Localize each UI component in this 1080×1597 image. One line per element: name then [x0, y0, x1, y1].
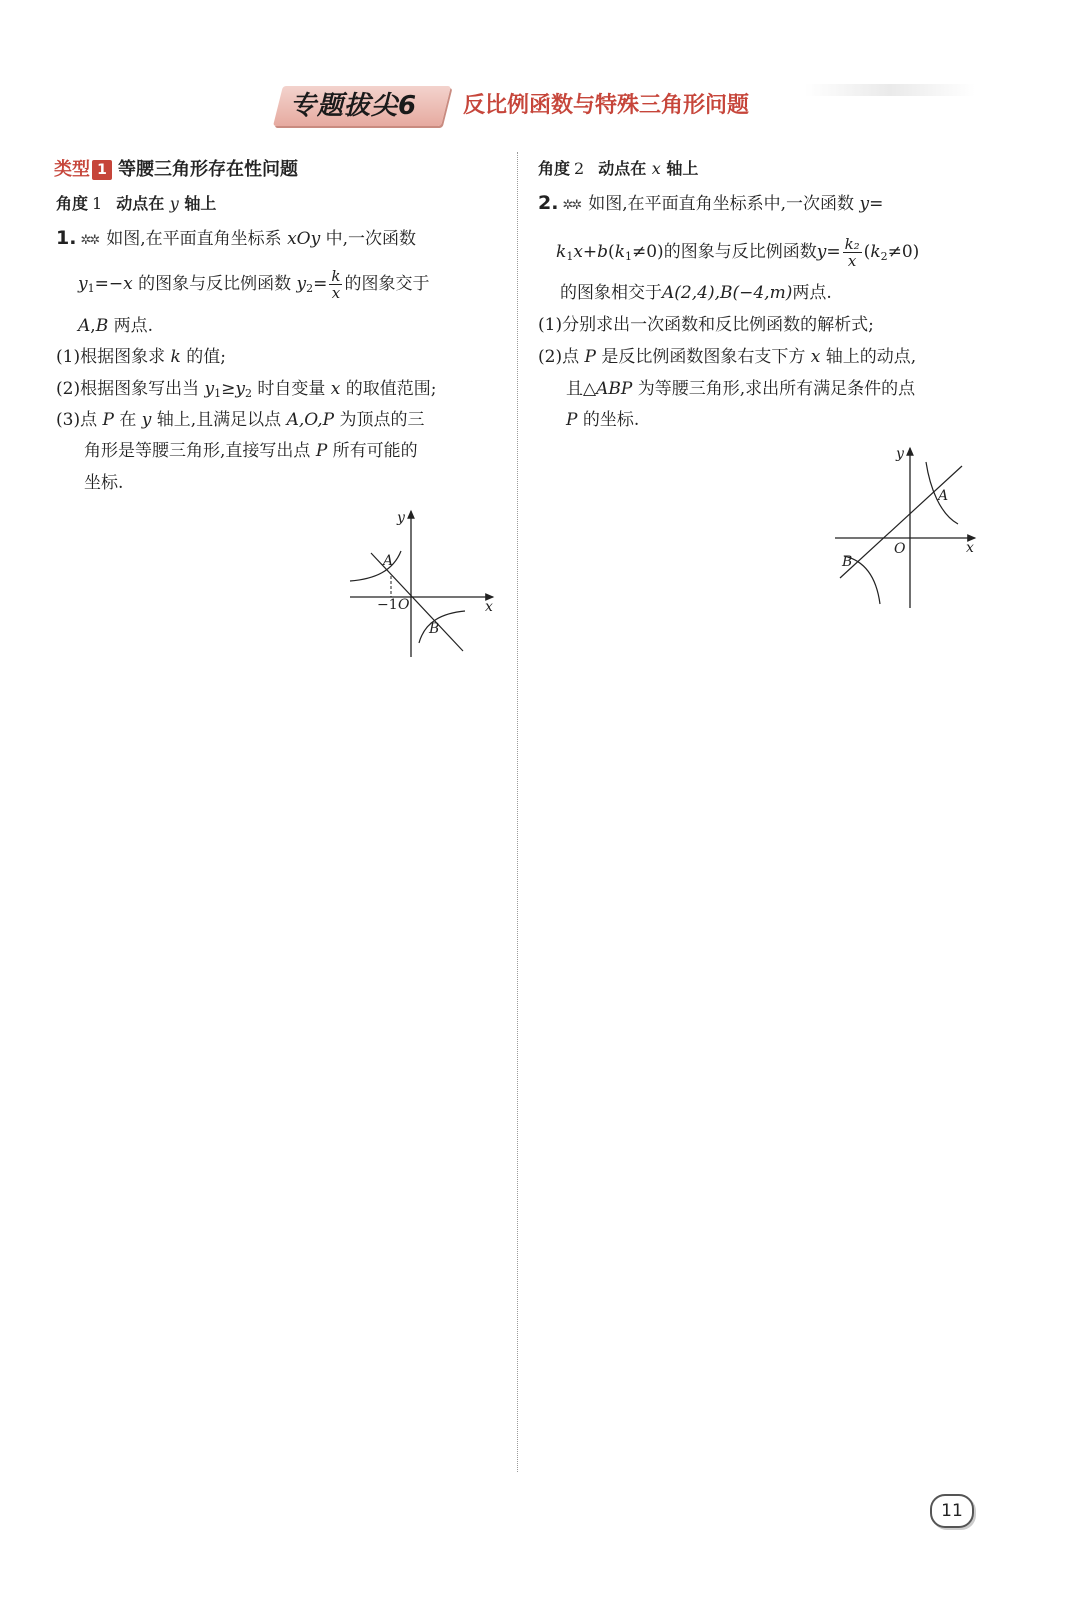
line-y-k1x-plus-b: [840, 466, 962, 578]
math-sub: 2: [306, 282, 314, 295]
type-prefix: 类型: [54, 159, 90, 180]
math-var: P: [566, 410, 578, 430]
type-number-badge: 1: [92, 160, 112, 180]
math-op: =: [313, 274, 328, 294]
math-op: =: [869, 194, 884, 214]
text: 的值;: [186, 347, 226, 367]
tick-label-neg1: −1: [377, 597, 398, 613]
math-var: P: [584, 347, 596, 367]
problem-1-line-2: [78, 268, 429, 302]
math-op: ≥: [221, 379, 236, 399]
math-sub: 2: [880, 250, 888, 263]
fraction-k2-over-x: [843, 236, 862, 269]
angle-title-pre: 动点在: [116, 194, 165, 213]
text: (2)根据图象写出当: [56, 379, 200, 399]
point-b-label: B: [842, 554, 853, 570]
angle-number: 1: [92, 194, 103, 213]
question-1-3-line-3: [84, 470, 123, 496]
math-sub: 2: [244, 387, 252, 400]
topic-tag: 专题拔尖6: [290, 91, 418, 121]
text: 的图象相交于: [560, 283, 662, 303]
difficulty-stars-icon: ✲✲: [562, 198, 581, 213]
text: 所有可能的: [332, 441, 418, 461]
math-var: k: [170, 347, 181, 367]
angle-var: x: [651, 159, 661, 178]
type-title: 等腰三角形存在性问题: [118, 159, 298, 180]
question-2-2-line-3: [566, 407, 639, 433]
origin-label: O: [398, 597, 410, 613]
text: 两点.: [113, 316, 153, 336]
text: 是反比例函数图象右支下方: [601, 347, 806, 367]
math-var: k: [614, 242, 625, 262]
math-sub: 1: [566, 250, 574, 263]
origin-label: O: [894, 541, 906, 557]
x-axis-label: x: [966, 540, 974, 556]
header-decoration: [805, 84, 975, 96]
text: 如图,在平面直角坐标系: [106, 229, 282, 249]
text: 两点.: [792, 283, 832, 303]
angle-2-heading: [538, 157, 698, 181]
type-heading: [54, 157, 298, 183]
problem-2-line-2: [556, 236, 919, 270]
math-op: =−: [94, 274, 124, 294]
text: 在: [119, 410, 137, 430]
text: (: [863, 242, 871, 262]
angle-var: y: [169, 194, 179, 213]
angle-label: 角度: [56, 194, 89, 213]
text: 角形是等腰三角形,直接写出点: [84, 441, 311, 461]
text: 的图象交于: [344, 274, 430, 294]
y-axis-label: y: [397, 510, 405, 526]
problem-2-number: 2.: [538, 192, 559, 214]
math-var: y: [296, 274, 307, 294]
math-var: b: [597, 242, 609, 262]
question-1-2: [56, 376, 437, 407]
text: 轴上,且满足以点: [156, 410, 282, 430]
math-var: k: [556, 242, 567, 262]
text: (: [608, 242, 615, 262]
fraction-k-over-x: [329, 268, 342, 301]
angle-number: 2: [574, 159, 585, 178]
text: (3)点: [56, 410, 98, 430]
text: (2)点: [538, 347, 580, 367]
problem-1-line-3: [78, 313, 153, 339]
page-title: 反比例函数与特殊三角形问题: [463, 93, 750, 118]
math-sub: 1: [625, 250, 632, 263]
math-var: y: [235, 379, 245, 399]
math-var: x: [330, 379, 341, 399]
angle-title-post: 轴上: [666, 159, 699, 178]
problem-2-line-3: [560, 280, 832, 306]
text: ,: [90, 316, 96, 336]
text: 的图象与反比例函数: [138, 274, 292, 294]
text: 如图,在平面直角坐标系中,一次函数: [588, 194, 855, 214]
figure-2-graph: [830, 442, 980, 612]
angle-title-post: 轴上: [184, 194, 217, 213]
math-var: y: [816, 242, 827, 262]
angle-1-heading: [56, 192, 216, 216]
math-var: y: [78, 274, 88, 294]
problem-1-line-1: [56, 225, 416, 254]
text: ≠0)的图象与反比例函数: [632, 242, 817, 262]
math-var: ABP: [596, 379, 633, 399]
frac-den: x: [847, 252, 857, 270]
x-axis-label: x: [485, 599, 493, 615]
page-number: 11: [930, 1494, 974, 1528]
frac-num: k₂: [844, 235, 860, 253]
math-var: y: [204, 379, 215, 399]
angle-title-pre: 动点在: [598, 159, 647, 178]
text: 轴上的动点,: [825, 347, 917, 367]
question-2-2-line-2: [566, 376, 915, 402]
math-var: x: [123, 274, 133, 294]
angle-label: 角度: [538, 159, 571, 178]
problem-1-number: 1.: [56, 227, 77, 249]
frac-den: x: [331, 284, 341, 302]
math-var: P: [102, 410, 114, 430]
text: 的取值范围;: [345, 379, 437, 399]
question-1-3-line-1: [56, 407, 424, 433]
text: (1)分别求出一次函数和反比例函数的解析式;: [538, 315, 874, 335]
hyperbola-right-branch: [419, 611, 465, 643]
point-b-label: B: [429, 621, 440, 637]
point-a-label: A: [938, 488, 949, 504]
text: (1)根据图象求: [56, 347, 166, 367]
math-var: x+: [573, 242, 598, 262]
text: 坐标.: [84, 473, 124, 493]
math-var: P: [315, 441, 328, 461]
math-var: A,O,P: [286, 410, 335, 430]
question-1-3-line-2: [84, 438, 418, 464]
math-var: xOy: [287, 229, 321, 249]
math-var: A(2,4),B(−4,m): [662, 283, 793, 303]
question-2-1: [538, 312, 874, 338]
text: 的坐标.: [582, 410, 640, 430]
text: 且△: [566, 379, 597, 399]
text: 为顶点的三: [339, 410, 425, 430]
figure-1-graph: [345, 505, 505, 665]
problem-2-line-1: [538, 190, 883, 219]
math-var: k: [870, 242, 881, 262]
text: 为等腰三角形,求出所有满足条件的点: [637, 379, 916, 399]
text: 时自变量: [257, 379, 326, 399]
math-var: x: [810, 347, 821, 367]
math-sub: 1: [214, 387, 222, 400]
text: 中,一次函数: [325, 229, 417, 249]
difficulty-stars-icon: ✲✲: [80, 233, 99, 248]
y-axis-label: y: [896, 446, 904, 462]
math-var: y: [859, 194, 870, 214]
column-divider: [517, 152, 518, 1472]
math-var: B: [95, 316, 109, 336]
question-1-1: [56, 344, 226, 370]
math-sub: 1: [87, 282, 95, 295]
text: ≠0): [887, 242, 920, 262]
math-op: =: [826, 242, 841, 262]
math-var: A: [78, 316, 91, 336]
frac-num: k: [331, 267, 341, 285]
point-a-label: A: [383, 553, 394, 569]
question-2-2-line-1: [538, 344, 916, 370]
math-var: y: [141, 410, 152, 430]
